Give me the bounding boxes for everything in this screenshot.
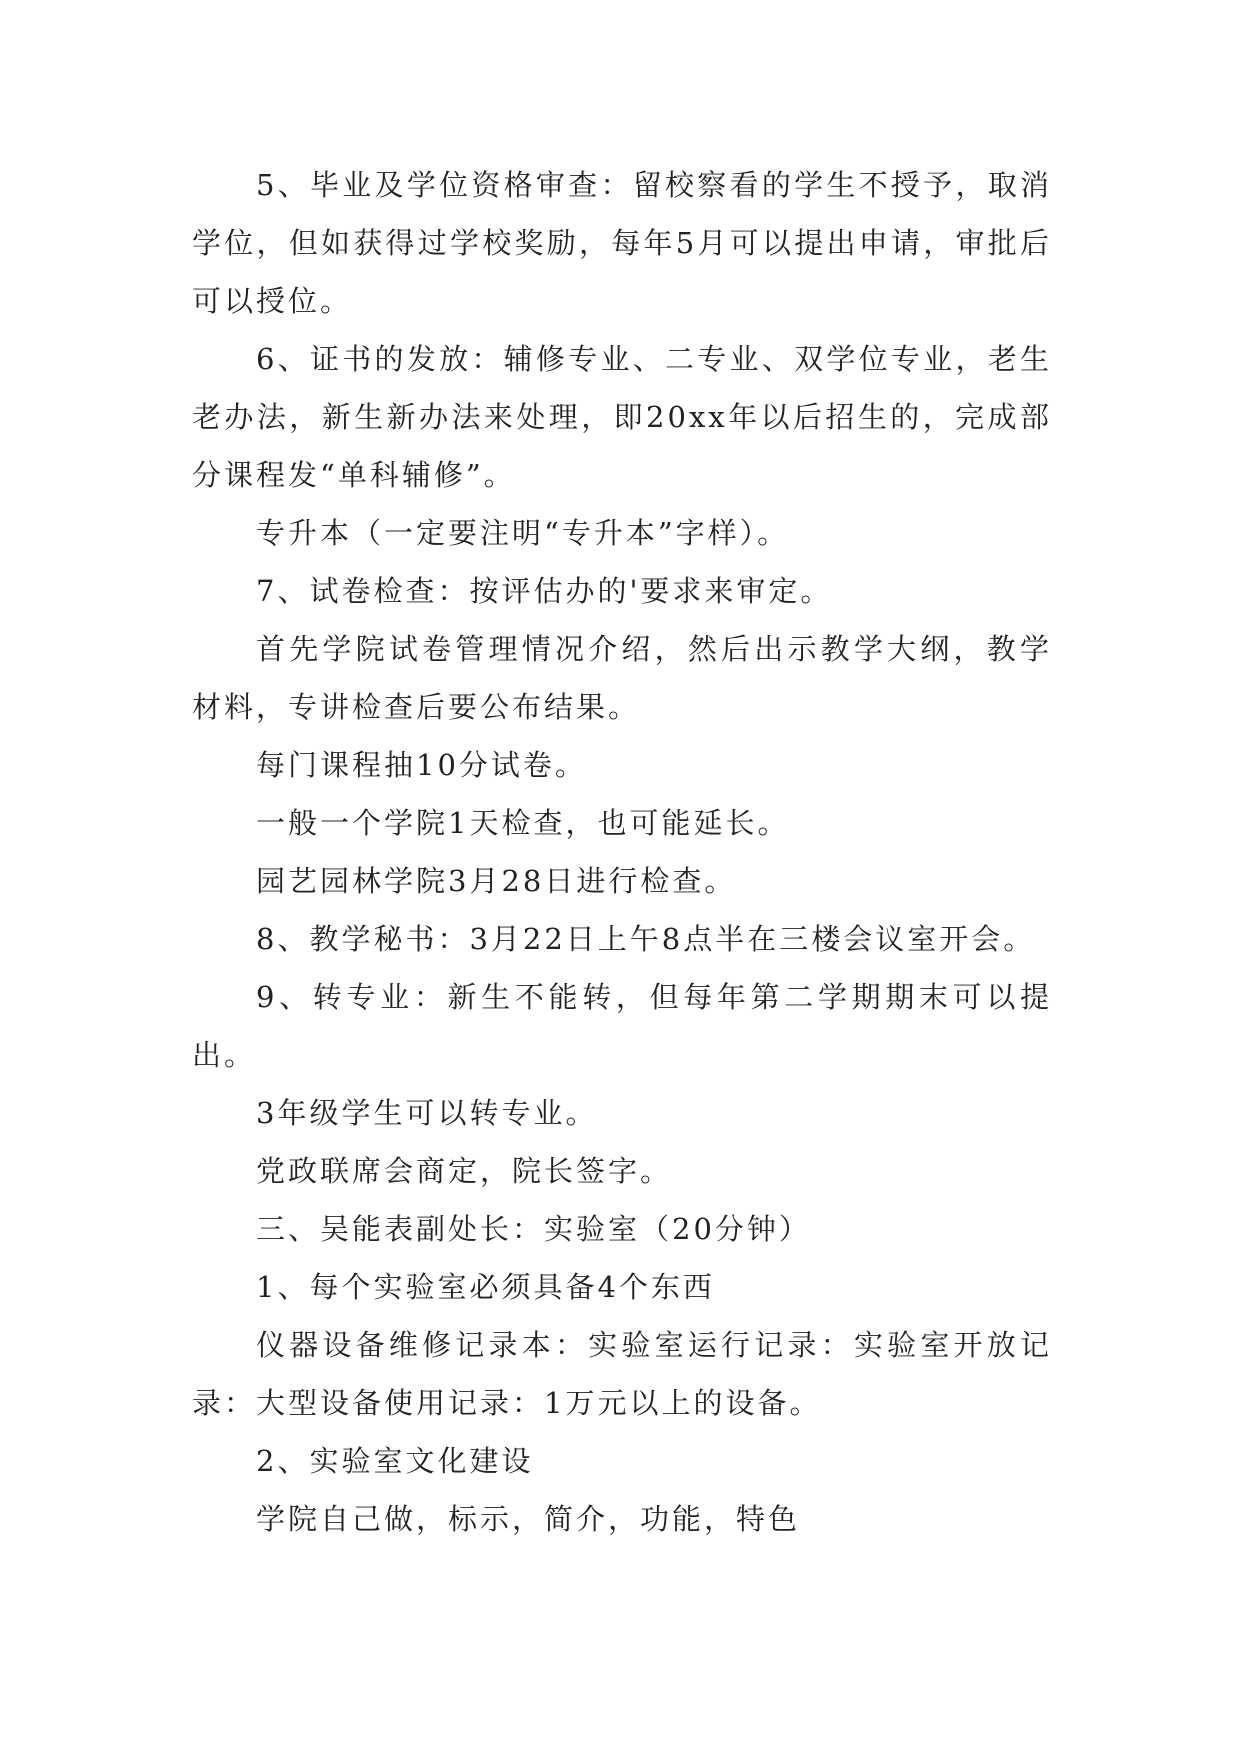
paragraph: 仪器设备维修记录本：实验室运行记录：实验室开放记录：大型设备使用记录：1万元以上的设备。 — [192, 1328, 1052, 1420]
paragraph: 一般一个学院1天检查，也可能延长。 — [256, 806, 790, 840]
paragraph: 学院自己做，标示，简介，功能，特色 — [256, 1502, 801, 1536]
document-body — [192, 156, 1052, 1548]
paragraph: 园艺园林学院3月28日进行检查。 — [256, 864, 737, 898]
paragraph: 9、转专业：新生不能转，但每年第二学期期末可以提出。 — [192, 980, 1052, 1072]
paragraph: 党政联席会商定，院长签字。 — [256, 1154, 673, 1188]
paragraph: 7、试卷检查：按评估办的'要求来审定。 — [256, 574, 833, 608]
paragraph: 6、证书的发放：辅修专业、二专业、双学位专业，老生老办法，新生新办法来处理，即20xx年以后招生的，完成部分课程发“单科辅修”。 — [192, 342, 1052, 492]
paragraph: 2、实验室文化建设 — [256, 1444, 534, 1478]
paragraph: 1、每个实验室必须具备4个东西 — [256, 1270, 715, 1304]
paragraph: 每门课程抽10分试卷。 — [256, 748, 587, 782]
paragraph: 3年级学生可以转专业。 — [256, 1096, 598, 1130]
paragraph: 专升本（一定要注明“专升本”字样）。 — [256, 516, 790, 550]
paragraph: 8、教学秘书：3月22日上午8点半在三楼会议室开会。 — [256, 922, 1036, 956]
paragraph: 5、毕业及学位资格审查：留校察看的学生不授予，取消学位，但如获得过学校奖励，每年5月可以提出申请，审批后可以授位。 — [192, 168, 1052, 318]
paragraph: 首先学院试卷管理情况介绍，然后出示教学大纲，教学材料，专讲检查后要公布结果。 — [192, 632, 1052, 724]
paragraph: 三、吴能表副处长：实验室（20分钟） — [256, 1212, 811, 1246]
